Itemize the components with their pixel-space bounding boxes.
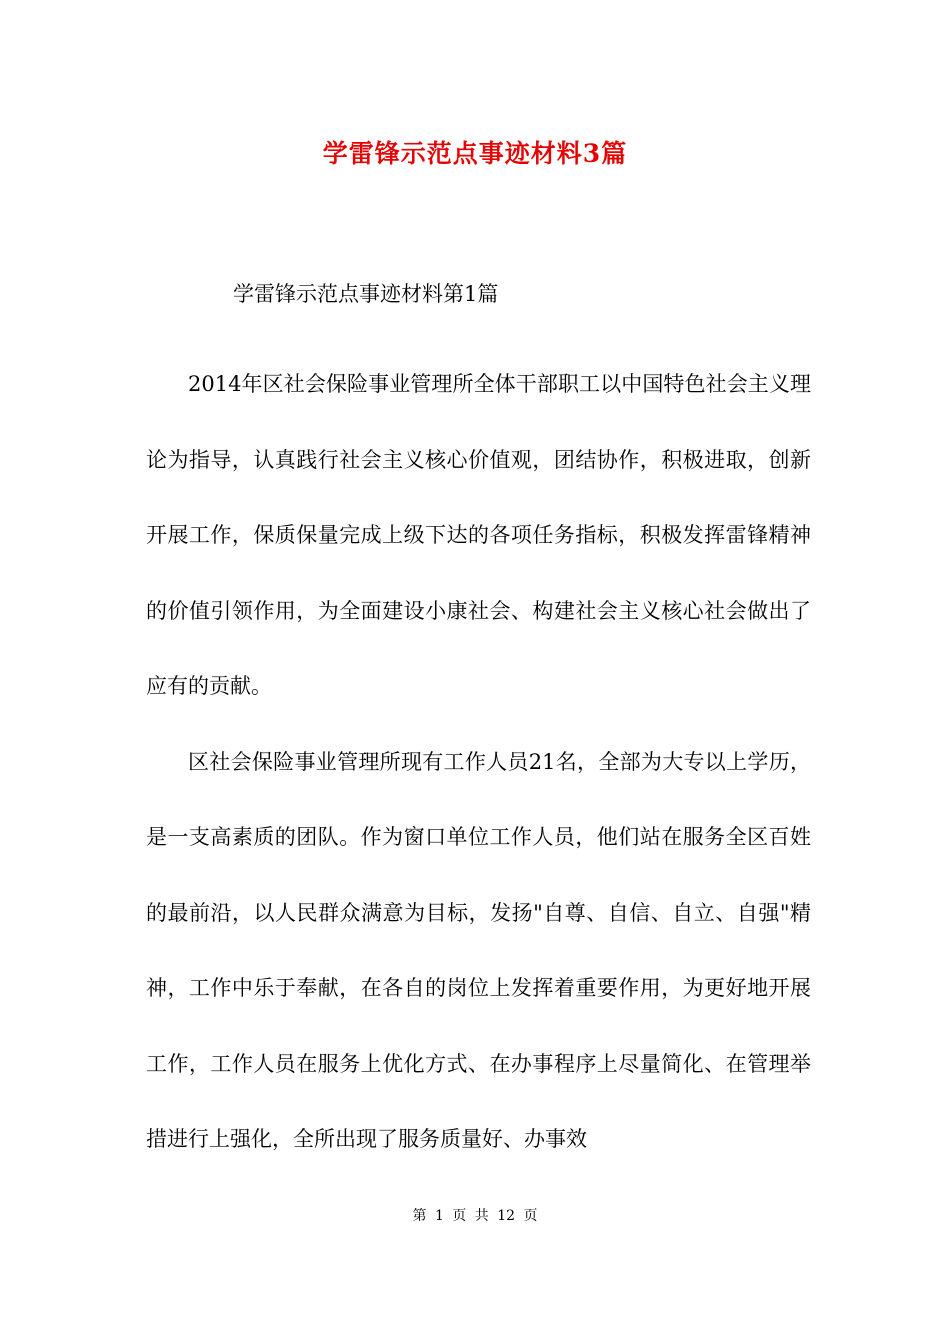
paragraph-1: 2014年区社会保险事业管理所全体干部职工以中国特色社会主义理论为指导，认真践行社会主义核心价值观，团结协作，积极进取，创新开展工作，保质保量完成上级下达的各项任务指标，积极发挥雷锋精神的价值引领作用，为全面建设小康社会、构建社会主义核心社会做出了应有的贡献。 [146,372,811,698]
paragraph-2: 区社会保险事业管理所现有工作人员21名，全部为大专以上学历，是一支高素质的团队。作为窗口单位工作人员，他们站在服务全区百姓的最前沿，以人民群众满意为目标，发扬"自尊、自信、自立、自强"精神，工作中乐于奉献，在各自的岗位上发挥着重要作用，为更好地开展工作，工作人员在服务上优化方式、在办事程序上尽量简化、在管理举措进行上强化，全所出现了服务质量好、办事效 [146,749,811,1151]
document-title: 学雷锋示范点事迹材料3篇 [322,139,628,168]
page-footer: 第 1 页 共 12 页 [412,1208,538,1224]
document-body [146,347,811,1178]
section-heading: 学雷锋示范点事迹材料第1篇 [233,282,499,306]
